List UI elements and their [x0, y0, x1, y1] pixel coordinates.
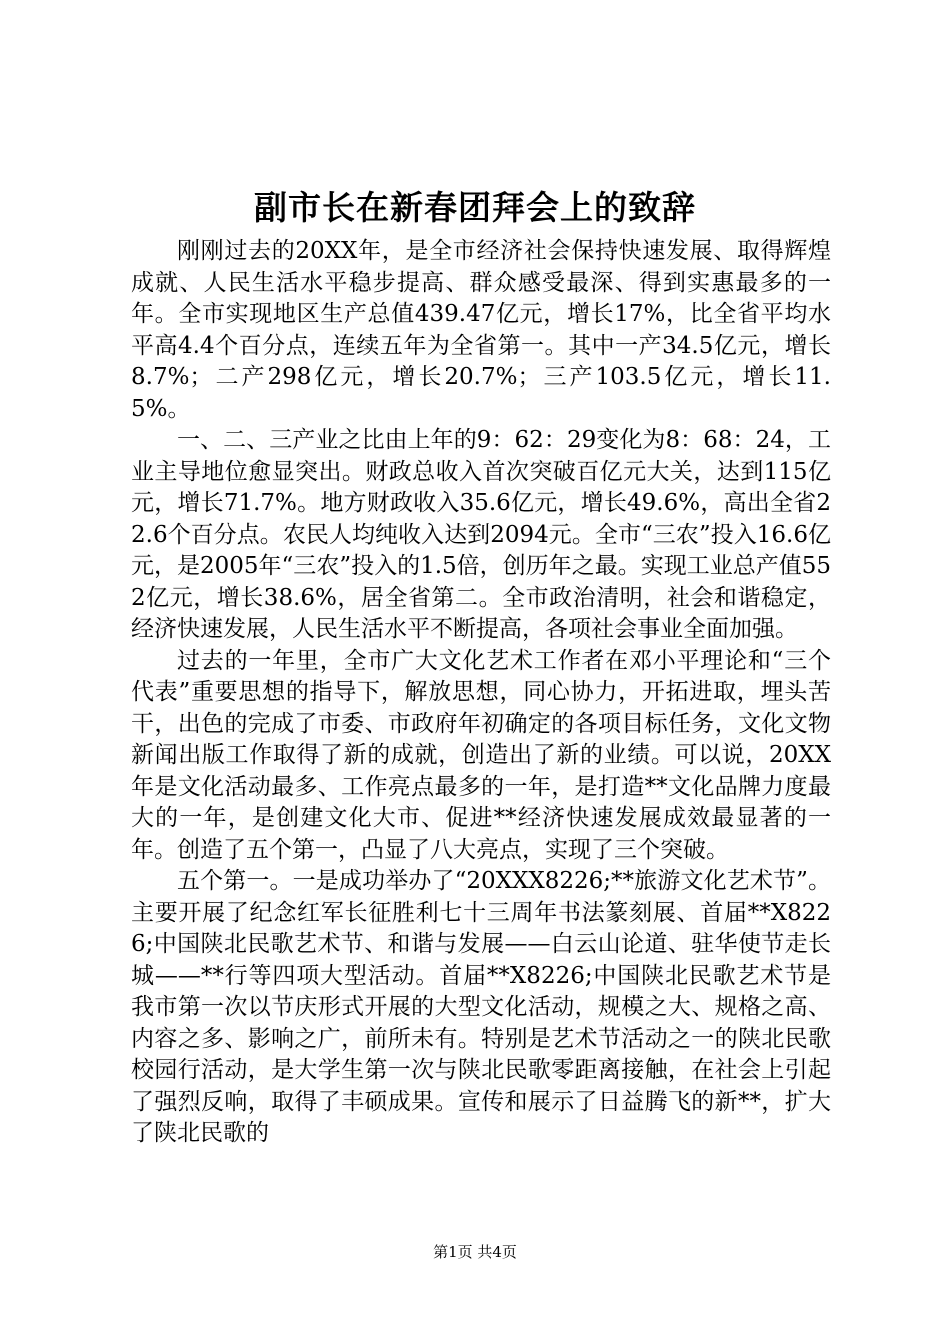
paragraph: 过去的一年里，全市广大文化艺术工作者在邓小平理论和“三个代表”重要思想的指导下，解放思想，同心协力，开拓进取，埋头苦干，出色的完成了市委、市政府年初确定的各项目标任务，文化文物新闻出版工作取得了新的成就，创造出了新的业绩。可以说，20XX年是文化活动最多、工作亮点最多的一年，是打造**文化品牌力度最大的一年，是创建文化大市、促进**经济快速发展成效最显著的一年。创造了五个第一，凸显了八大亮点，实现了三个突破。: [131, 647, 831, 863]
paragraph: 一、二、三产业之比由上年的9：62：29变化为8：68：24，工业主导地位愈显突出。财政总收入首次突破百亿元大关，达到115亿元，增长71.7%。地方财政收入35.6亿元，增长49.6%，高出全省22.6个百分点。农民人均纯收入达到2094元。全市“三农”投入16.6亿元，是2005年“三农”投入的1.5倍，创历年之最。实现工业总产值552亿元，增长38.6%，居全省第二。全市政治清明，社会和谐稳定，经济快速发展，人民生活水平不断提高，各项社会事业全面加强。: [131, 427, 831, 642]
paragraph: 刚刚过去的20XX年，是全市经济社会保持快速发展、取得辉煌成就、人民生活水平稳步提高、群众感受最深、得到实惠最多的一年。全市实现地区生产总值439.47亿元，增长17%，比全省平均水平高4.4个百分点，连续五年为全省第一。其中一产34.5亿元，增长8.7%；二产298亿元，增长20.7%；三产103.5亿元，增长11.5%。: [131, 238, 831, 422]
document-body: [131, 236, 831, 1150]
paragraph: 五个第一。一是成功举办了“20XXX8226;**旅游文化艺术节”。主要开展了纪念红军长征胜利七十三周年书法篆刻展、首届**X8226;中国陕北民歌艺术节、和谐与发展——白云山论道、驻华使节走长城——**行等四项大型活动。首届**X8226;中国陕北民歌艺术节是我市第一次以节庆形式开展的大型文化活动，规模之大、规格之高、内容之多、影响之广，前所未有。特别是艺术节活动之一的陕北民歌校园行活动，是大学生第一次与陕北民歌零距离接触，在社会上引起了强烈反响，取得了丰硕成果。宣传和展示了日益腾飞的新**，扩大了陕北民歌的: [131, 868, 831, 1146]
document-title: 副市长在新春团拜会上的致辞: [254, 188, 696, 227]
page-number-footer: 第1页 共4页: [433, 1243, 517, 1261]
